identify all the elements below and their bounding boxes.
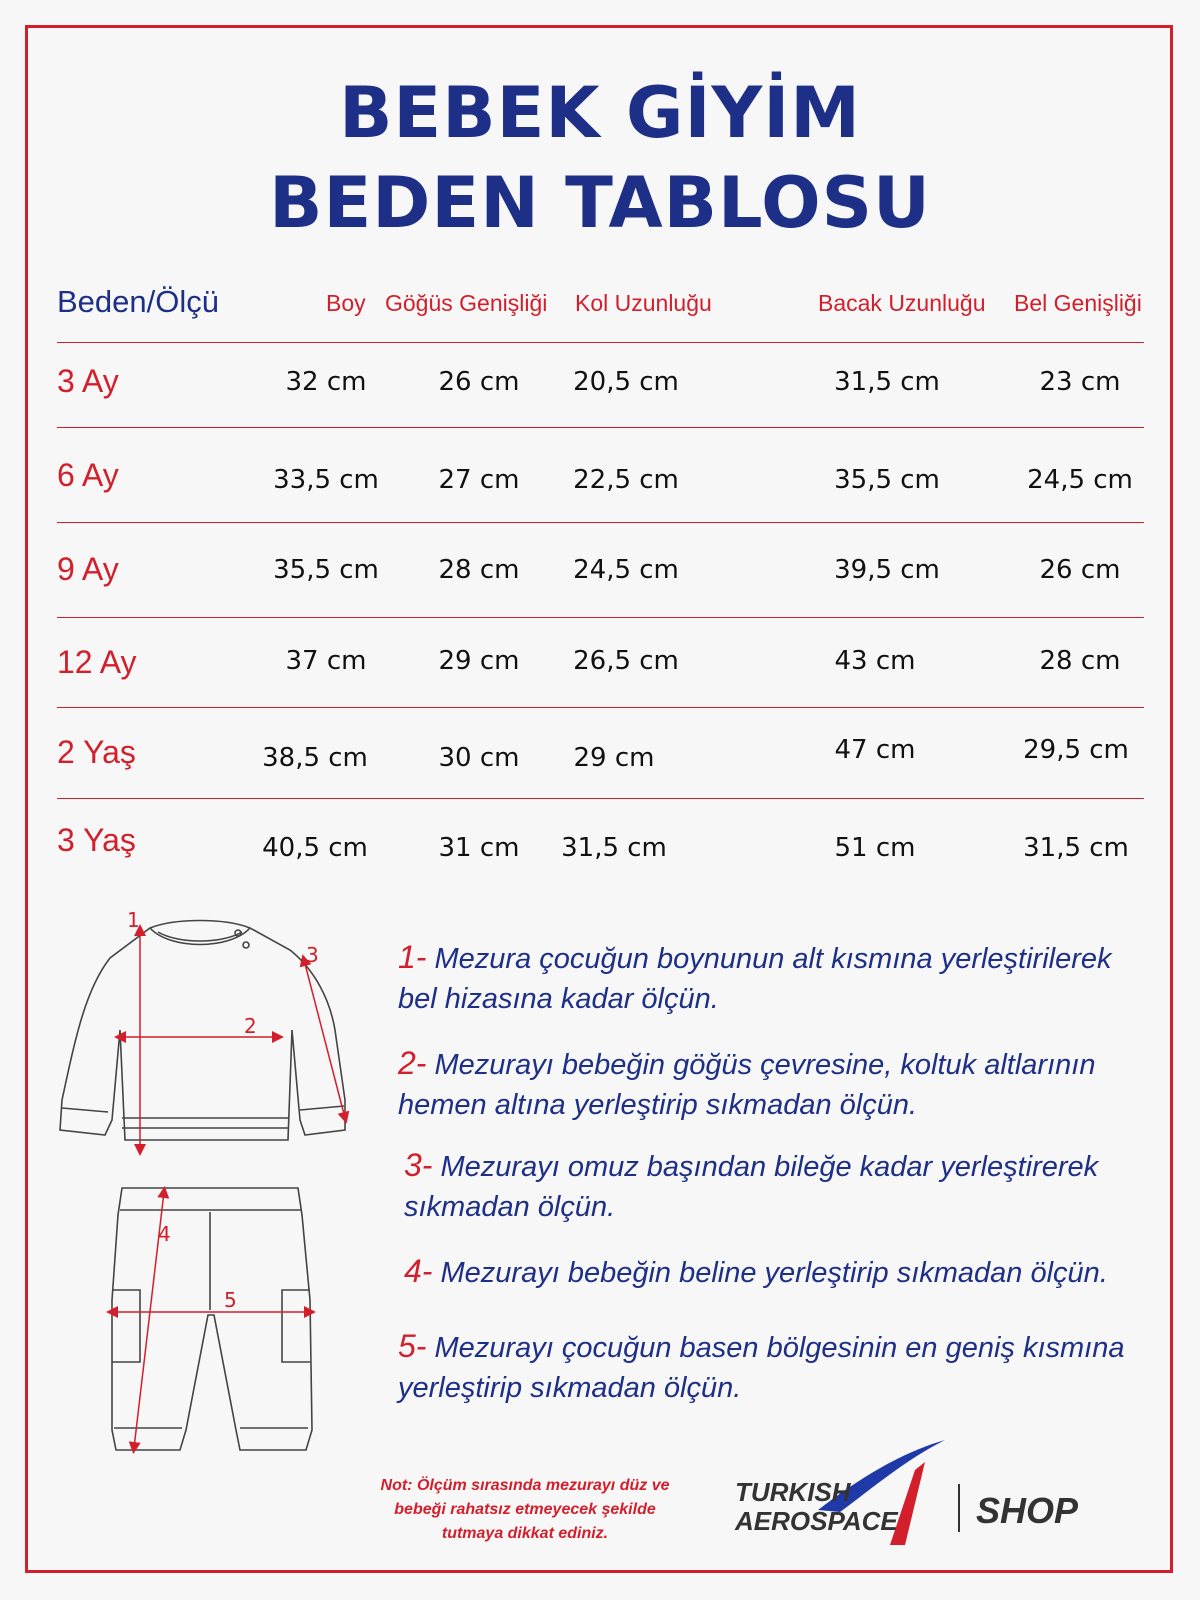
cell-gogus: 29 cm bbox=[438, 646, 520, 676]
cell-bel: 24,5 cm bbox=[1027, 465, 1133, 495]
size-column-header: Beden/Ölçü bbox=[57, 284, 219, 319]
measure-label-2: 2 bbox=[244, 1014, 257, 1038]
instruction-1 bbox=[398, 937, 1158, 1019]
instruction-text: Mezura çocuğun boynunun alt kısmına yerleştirilerek bel hizasına kadar ölçün. bbox=[398, 943, 1112, 1015]
cell-gogus: 26 cm bbox=[438, 367, 520, 397]
row-size-label: 12 Ay bbox=[57, 644, 137, 680]
measure-label-5: 5 bbox=[224, 1288, 237, 1312]
cell-kol: 26,5 cm bbox=[573, 646, 679, 676]
shop-label: SHOP bbox=[976, 1490, 1079, 1531]
measurement-note bbox=[340, 1474, 710, 1546]
column-header-bel: Bel Genişliği bbox=[1014, 290, 1142, 316]
note-line: Not: Ölçüm sırasında mezurayı düz ve bbox=[380, 1477, 670, 1494]
cell-boy: 37 cm bbox=[285, 646, 367, 676]
pants-drawing bbox=[112, 1188, 312, 1450]
logo-line-2: AEROSPACE bbox=[735, 1506, 898, 1536]
cell-bel: 23 cm bbox=[1039, 367, 1121, 397]
cell-bacak: 47 cm bbox=[834, 735, 916, 765]
logo-divider bbox=[958, 1484, 960, 1532]
column-header-gogus: Göğüs Genişliği bbox=[385, 290, 548, 316]
cell-bacak: 35,5 cm bbox=[834, 465, 940, 495]
instruction-number: 5- bbox=[398, 1328, 427, 1364]
cell-gogus: 30 cm bbox=[438, 743, 520, 773]
instruction-text: Mezurayı çocuğun basen bölgesinin en geniş kısmına yerleştirip sıkmadan ölçün. bbox=[398, 1332, 1125, 1404]
measure-line-3 bbox=[304, 960, 345, 1118]
cell-kol: 24,5 cm bbox=[573, 555, 679, 585]
cell-bacak: 43 cm bbox=[834, 646, 916, 676]
row-size-label: 6 Ay bbox=[57, 457, 119, 493]
logo-line-1: TURKISH bbox=[735, 1477, 851, 1507]
title-line-2: BEDEN TABLOSU bbox=[269, 162, 931, 244]
cell-kol: 31,5 cm bbox=[561, 833, 667, 863]
measure-label-1: 1 bbox=[127, 908, 140, 932]
instruction-text: Mezurayı omuz başından bileğe kadar yerleştirerek sıkmadan ölçün. bbox=[404, 1151, 1099, 1223]
instruction-text: Mezurayı bebeğin beline yerleştirip sıkmadan ölçün. bbox=[440, 1257, 1108, 1289]
row-size-label: 2 Yaş bbox=[57, 734, 136, 770]
cell-bel: 26 cm bbox=[1039, 555, 1121, 585]
measure-label-3: 3 bbox=[306, 943, 319, 967]
instruction-number: 2- bbox=[398, 1045, 427, 1081]
instruction-3 bbox=[404, 1145, 1164, 1227]
cell-bel: 31,5 cm bbox=[1023, 833, 1129, 863]
cell-kol: 29 cm bbox=[573, 743, 655, 773]
note-line: bebeği rahatsız etmeyecek şekilde bbox=[394, 1501, 656, 1518]
cell-bel: 29,5 cm bbox=[1023, 735, 1129, 765]
instruction-2 bbox=[398, 1043, 1158, 1125]
instruction-4 bbox=[404, 1251, 1164, 1293]
cell-gogus: 27 cm bbox=[438, 465, 520, 495]
instruction-number: 1- bbox=[398, 939, 427, 975]
instruction-5 bbox=[398, 1326, 1158, 1408]
column-header-kol: Kol Uzunluğu bbox=[575, 290, 712, 316]
cell-gogus: 28 cm bbox=[438, 555, 520, 585]
cell-bel: 28 cm bbox=[1039, 646, 1121, 676]
sweatshirt-drawing bbox=[60, 921, 345, 1141]
title-line-1: BEBEK GİYİM bbox=[339, 72, 861, 154]
cell-boy: 33,5 cm bbox=[273, 465, 379, 495]
note-line: tutmaya dikkat ediniz. bbox=[441, 1525, 609, 1542]
brand-logo-text bbox=[735, 1478, 898, 1536]
row-size-label: 9 Ay bbox=[57, 551, 119, 587]
column-header-bacak: Bacak Uzunluğu bbox=[818, 290, 986, 316]
instruction-number: 4- bbox=[404, 1253, 433, 1289]
cell-boy: 38,5 cm bbox=[262, 743, 368, 773]
measure-label-4: 4 bbox=[158, 1222, 171, 1246]
instruction-number: 3- bbox=[404, 1147, 433, 1183]
cell-gogus: 31 cm bbox=[438, 833, 520, 863]
cell-kol: 22,5 cm bbox=[573, 465, 679, 495]
cell-bacak: 39,5 cm bbox=[834, 555, 940, 585]
row-size-label: 3 Yaş bbox=[57, 822, 136, 858]
cell-bacak: 51 cm bbox=[834, 833, 916, 863]
instruction-text: Mezurayı bebeğin göğüs çevresine, koltuk altlarının hemen altına yerleştirip sıkmadan ölçün. bbox=[398, 1049, 1096, 1121]
cell-boy: 35,5 cm bbox=[273, 555, 379, 585]
cell-boy: 32 cm bbox=[285, 367, 367, 397]
cell-bacak: 31,5 cm bbox=[834, 367, 940, 397]
cell-boy: 40,5 cm bbox=[262, 833, 368, 863]
column-header-boy: Boy bbox=[326, 290, 366, 316]
cell-kol: 20,5 cm bbox=[573, 367, 679, 397]
row-size-label: 3 Ay bbox=[57, 363, 119, 399]
